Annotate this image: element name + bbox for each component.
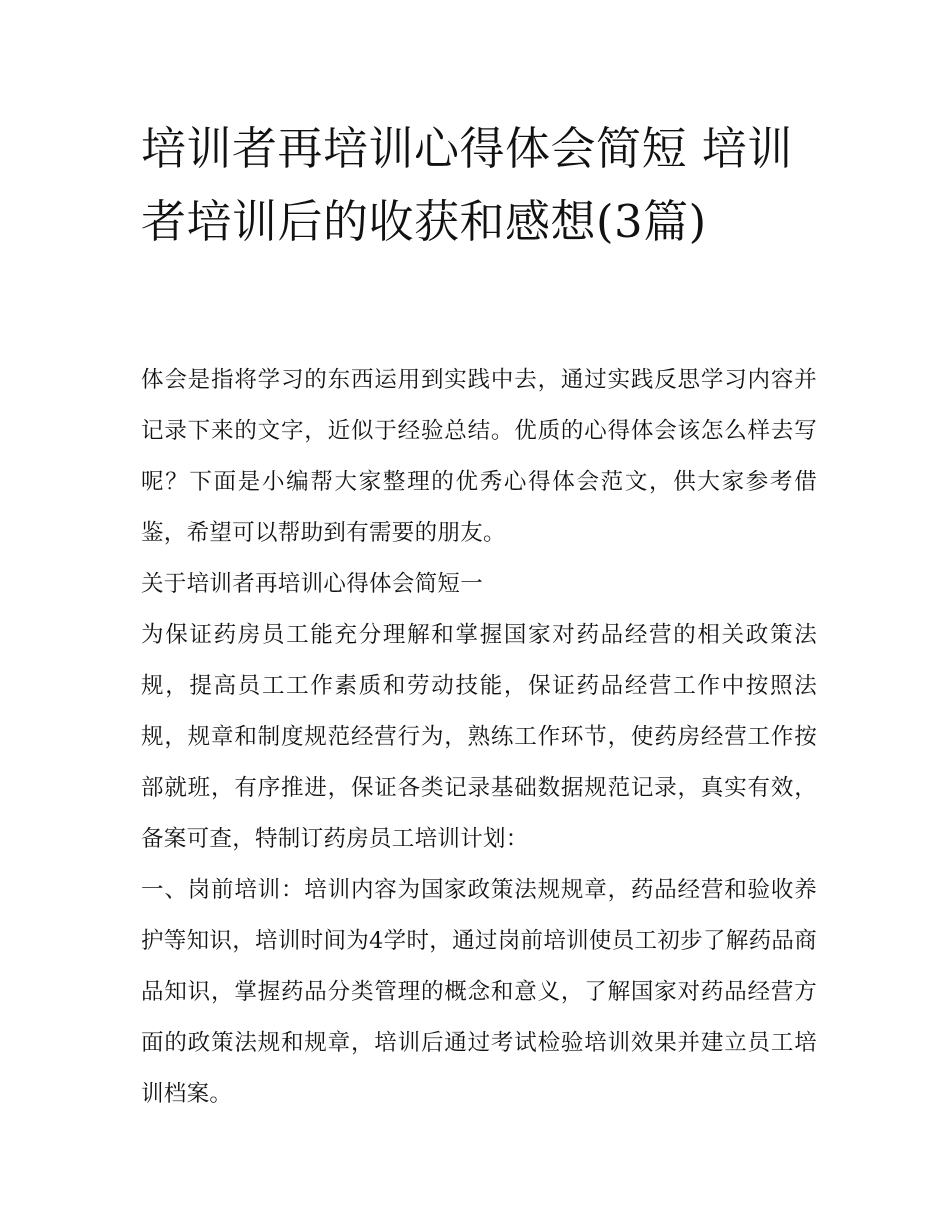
- document-body: [141, 355, 817, 1120]
- section-heading: 关于培训者再培训心得体会简短一: [141, 571, 484, 597]
- document-title: 培训者再培训心得体会简短 培训者培训后的收获和感想(3篇): [141, 122, 793, 248]
- body-paragraph: 一、岗前培训：培训内容为国家政策法规规章，药品经营和验收养护等知识，培训时间为4学时，通过岗前培训使员工初步了解药品商品知识，掌握药品分类管理的概念和意义，了解国家对药品经营方面的政策法规和规章，培训后通过考试检验培训效果并建立员工培训档案。: [141, 877, 817, 1107]
- intro-paragraph: 体会是指将学习的东西运用到实践中去，通过实践反思学习内容并记录下来的文字，近似于经验总结。优质的心得体会该怎么样去写呢？下面是小编帮大家整理的优秀心得体会范文，供大家参考借鉴，希望可以帮助到有需要的朋友。: [141, 367, 817, 546]
- body-paragraph: 为保证药房员工能充分理解和掌握国家对药品经营的相关政策法规，提高员工工作素质和劳动技能，保证药品经营工作中按照法规，规章和制度规范经营行为，熟练工作环节，使药房经营工作按部就班，有序推进，保证各类记录基础数据规范记录，真实有效，备案可查，特制订药房员工培训计划：: [141, 622, 817, 852]
